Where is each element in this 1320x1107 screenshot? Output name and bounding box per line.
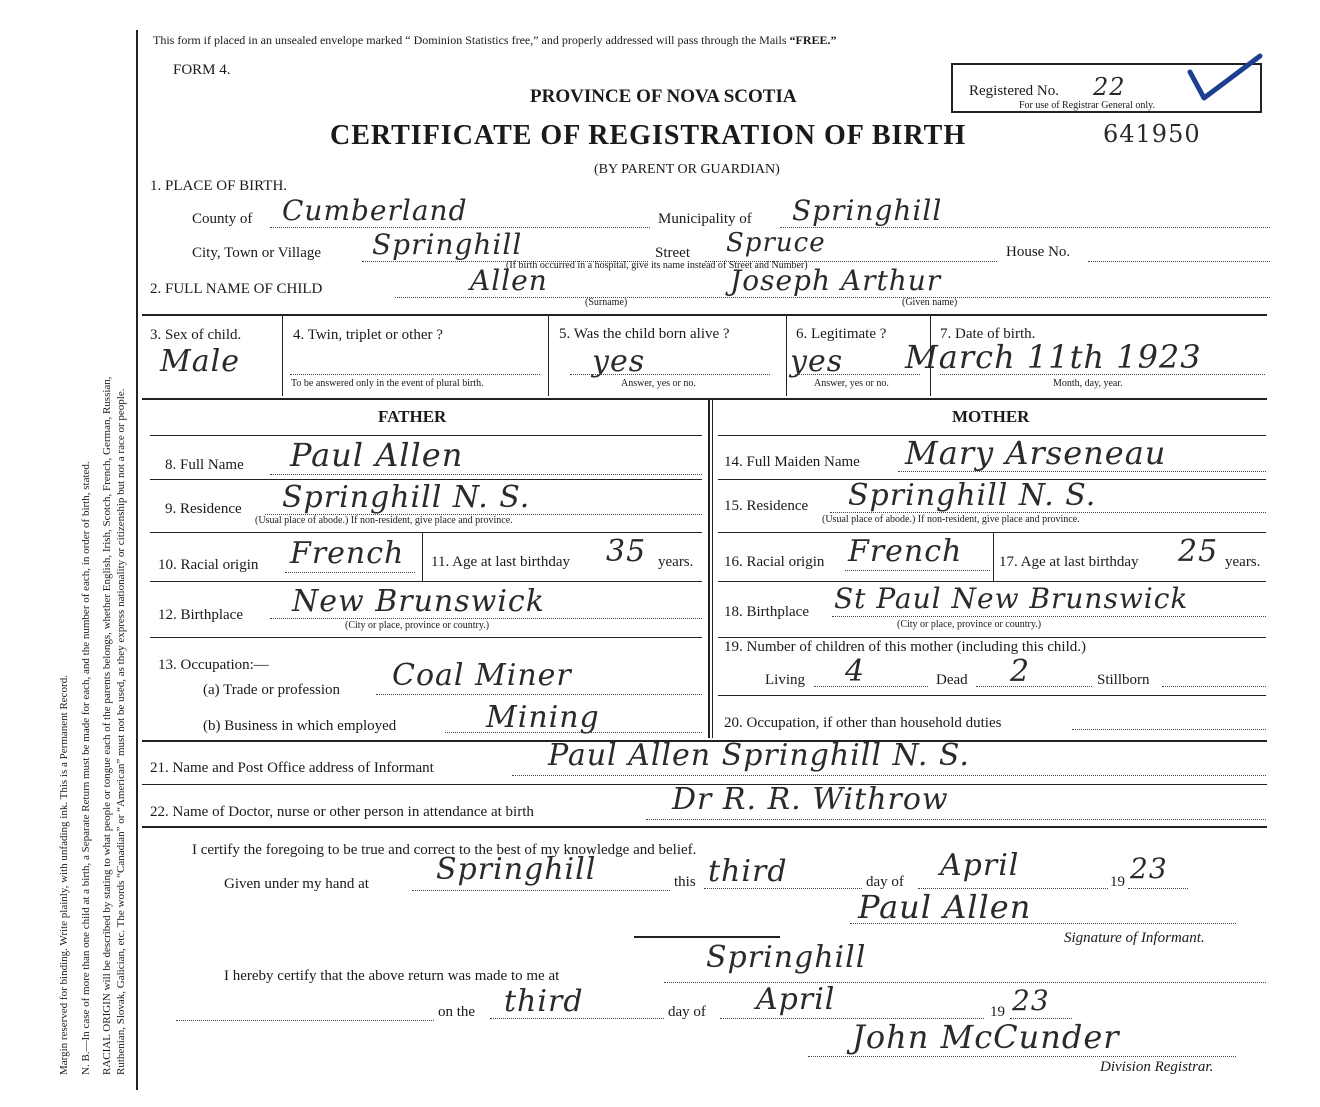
mother-birthplace-value: St Paul New Brunswick [834, 582, 1189, 615]
binding-margin-rule [136, 30, 138, 1090]
father-trade-label: (a) Trade or profession [203, 682, 341, 698]
father-birthplace-label: 12. Birthplace [158, 607, 243, 623]
registered-label: Registered No. [969, 83, 1059, 99]
father-occupation-label: 13. Occupation:— [158, 657, 269, 673]
mail-notice: This form if placed in an unsealed envelope marked “ Dominion Statistics free,” and properly addressed will pass through the Mails “FREE.” [153, 33, 837, 47]
mother-occupation-label: 20. Occupation, if other than household duties [724, 715, 1002, 731]
date-of-birth-note: Month, day, year. [1053, 378, 1123, 389]
born-alive-value: yes [592, 344, 646, 379]
province-heading: PROVINCE OF NOVA SCOTIA [530, 86, 797, 107]
registrar-note: For use of Registrar General only. [1019, 100, 1155, 111]
father-age-label: 11. Age at last birthday [431, 554, 570, 570]
registrar-signature: John McCunder [852, 1018, 1120, 1056]
sex-label: 3. Sex of child. [150, 327, 242, 343]
city-label: City, Town or Village [192, 245, 322, 261]
father-business-value: Mining [486, 700, 600, 735]
mother-stillborn-label: Stillborn [1097, 672, 1150, 688]
child-name-label: 2. FULL NAME OF CHILD [150, 281, 323, 297]
father-birthplace-value: New Brunswick [292, 584, 545, 619]
registrar-signature-caption: Division Registrar. [1100, 1059, 1214, 1075]
this-label: this [674, 874, 696, 890]
certify-day-value: third [708, 854, 788, 889]
father-residence-value: Springhill N. S. [282, 480, 531, 515]
mother-racial-value: French [848, 534, 963, 569]
stamp-number: 641950 [1103, 120, 1201, 148]
mother-birthplace-label: 18. Birthplace [724, 604, 809, 620]
born-alive-label: 5. Was the child born alive ? [559, 326, 730, 342]
registrar-day-value: third [504, 984, 584, 1019]
mother-name-value: Mary Arseneau [905, 434, 1167, 472]
father-birthplace-note: (City or place, province or country.) [345, 620, 490, 631]
father-residence-label: 9. Residence [165, 501, 242, 517]
given-place-value: Springhill [436, 852, 597, 887]
surname-caption: (Surname) [585, 297, 628, 308]
mother-residence-note: (Usual place of abode.) If non-resident, give place and province. [822, 514, 1080, 525]
certify-year-prefix: 19 [1110, 874, 1125, 890]
county-value: Cumberland [282, 194, 468, 227]
checkmark-icon [1186, 52, 1266, 104]
legitimate-value: yes [790, 344, 844, 379]
mother-dead-value: 2 [1010, 654, 1031, 689]
registrar-month-value: April [756, 982, 836, 1017]
registrar-statement: I hereby certify that the above return was made to me at [224, 968, 560, 984]
father-age-value: 35 [606, 534, 647, 569]
father-name-value: Paul Allen [290, 436, 464, 474]
margin-note-racial-origin-1: RACIAL ORIGIN will be described by stating to what people or tongue each of the parents belongs, whether English, Irish, Scotch, French, German, Russian, [101, 376, 113, 1075]
doctor-label: 22. Name of Doctor, nurse or other person in attendance at birth [150, 804, 534, 820]
date-of-birth-value: March 11th 1923 [905, 338, 1202, 376]
father-residence-note: (Usual place of abode.) If non-resident, give place and province. [255, 515, 513, 526]
informant-signature-caption: Signature of Informant. [1064, 930, 1205, 946]
mother-children-label: 19. Number of children of this mother (including this child.) [724, 639, 1087, 655]
legitimate-note: Answer, yes or no. [814, 378, 889, 389]
city-value: Springhill [372, 228, 523, 261]
mother-birthplace-note: (City or place, province or country.) [897, 619, 1042, 630]
informant-label: 21. Name and Post Office address of Informant [150, 760, 434, 776]
mother-age-value: 25 [1178, 534, 1219, 569]
page-title: CERTIFICATE OF REGISTRATION OF BIRTH [330, 120, 967, 151]
father-racial-label: 10. Racial origin [158, 557, 259, 573]
registrar-year-prefix: 19 [990, 1004, 1005, 1020]
certify-month-value: April [940, 848, 1020, 883]
born-alive-note: Answer, yes or no. [621, 378, 696, 389]
mother-age-label: 17. Age at last birthday [999, 554, 1139, 570]
margin-note-binding: Margin reserved for binding. Write plainly, with unfading ink. This is a Permanent Record. [58, 675, 70, 1075]
child-surname-value: Allen [470, 264, 548, 297]
municipality-value: Springhill [792, 194, 943, 227]
house-number-label: House No. [1006, 244, 1071, 260]
date-of-birth-label: 7. Date of birth. [940, 326, 1036, 342]
margin-note-multiple-births: N. B.—In case of more than one child at a birth, a Separate Return must be made for each, and the number of each, in order of birth, stated. [80, 461, 92, 1075]
doctor-value: Dr R. R. Withrow [672, 782, 949, 817]
mother-age-unit: years. [1225, 554, 1261, 570]
place-of-birth-label: 1. PLACE OF BIRTH. [150, 178, 288, 194]
child-given-name-value: Joseph Arthur [730, 264, 942, 297]
father-age-unit: years. [658, 554, 694, 570]
certify-year-value: 23 [1130, 852, 1168, 885]
registrar-place-value: Springhill [706, 940, 867, 975]
county-label: County of [192, 211, 253, 227]
mother-racial-label: 16. Racial origin [724, 554, 825, 570]
page-subtitle: (BY PARENT OR GUARDIAN) [594, 162, 780, 177]
street-label: Street [655, 245, 690, 261]
father-name-label: 8. Full Name [165, 457, 244, 473]
informant-value: Paul Allen Springhill N. S. [548, 738, 970, 773]
street-value: Spruce [726, 228, 826, 258]
registrar-on-the-label: on the [438, 1004, 476, 1020]
mother-living-label: Living [765, 672, 805, 688]
form-number: FORM 4. [173, 62, 231, 78]
registered-value: 22 [1093, 73, 1126, 101]
twin-label: 4. Twin, triplet or other ? [293, 327, 443, 343]
father-trade-value: Coal Miner [392, 658, 572, 693]
given-name-caption: (Given name) [902, 297, 958, 308]
father-business-label: (b) Business in which employed [203, 718, 397, 734]
informant-signature: Paul Allen [858, 888, 1032, 926]
mother-name-label: 14. Full Maiden Name [724, 454, 860, 470]
mother-heading: MOTHER [952, 407, 1030, 426]
twin-note: To be answered only in the event of plural birth. [291, 378, 484, 389]
margin-note-racial-origin-2: Ruthenian, Slovak, Galician, etc. The words “Canadian” or “American” must not be used, as they express nationality or citizenship but not a race or people. [115, 388, 127, 1075]
mother-living-value: 4 [845, 654, 866, 689]
father-racial-value: French [290, 536, 405, 571]
certify-statement: I certify the foregoing to be true and correct to the best of my knowledge and belief. [192, 842, 697, 858]
mother-residence-label: 15. Residence [724, 498, 809, 514]
municipality-label: Municipality of [658, 211, 752, 227]
mother-dead-label: Dead [936, 672, 968, 688]
registrar-year-value: 23 [1012, 984, 1050, 1017]
mother-residence-value: Springhill N. S. [848, 478, 1097, 513]
hospital-note: (If birth occurred in a hospital, give its name instead of Street and Number) [506, 260, 808, 271]
father-heading: FATHER [378, 407, 447, 426]
registrar-day-of-label: day of [668, 1004, 706, 1020]
certify-day-of-label: day of [866, 874, 904, 890]
given-under-hand-label: Given under my hand at [224, 876, 369, 892]
legitimate-label: 6. Legitimate ? [796, 326, 887, 342]
sex-value: Male [160, 344, 240, 379]
